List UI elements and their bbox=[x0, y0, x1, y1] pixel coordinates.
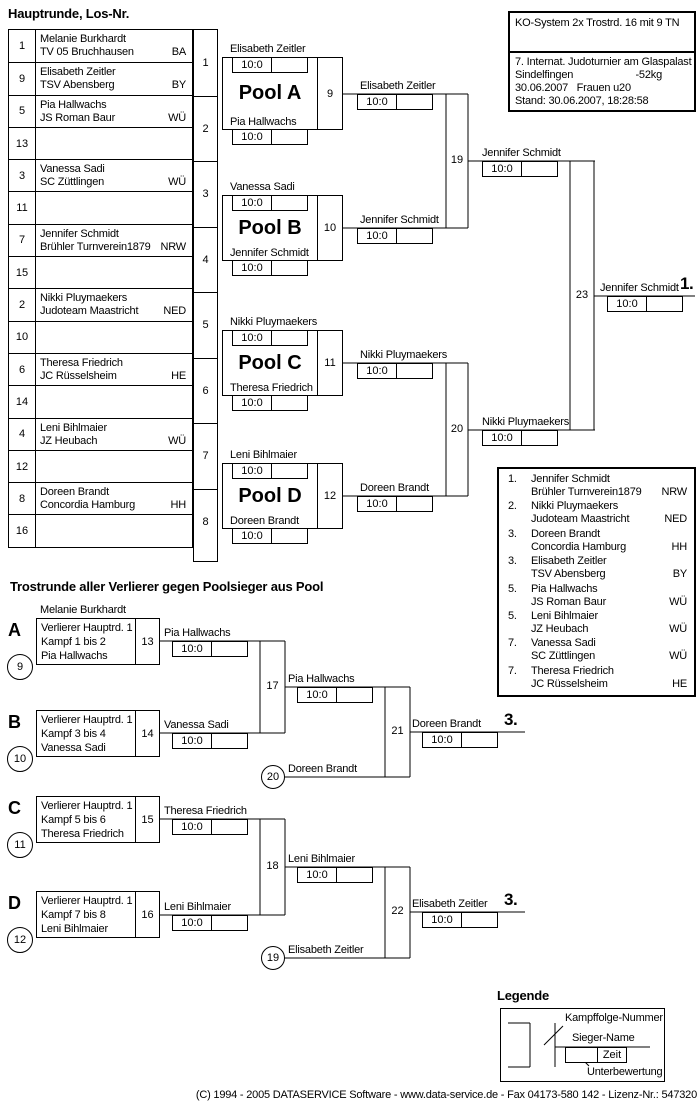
pool-d-top-name: Leni Bihlmaier bbox=[230, 449, 297, 461]
loser-drop-circle-10: 10 bbox=[7, 746, 33, 772]
lot-number: 9 bbox=[9, 63, 36, 94]
pool-c-label: Pool C bbox=[238, 351, 302, 374]
loser-drop-circle-11: 11 bbox=[7, 832, 33, 858]
consolation-title: Trostrunde aller Verlierer gegen Poolsieger aus Pool bbox=[10, 579, 324, 594]
result-place: 2. bbox=[508, 500, 517, 513]
first-place-label: 1. bbox=[680, 274, 694, 293]
result-club: JZ Heubach bbox=[531, 622, 589, 635]
match-number-20: 20 bbox=[450, 423, 464, 435]
table-row bbox=[9, 514, 192, 546]
lot-number: 5 bbox=[9, 96, 36, 127]
table-row bbox=[9, 30, 192, 62]
match-number-15: 15 bbox=[135, 797, 159, 842]
drop-in-name: Doreen Brandt bbox=[288, 763, 357, 775]
competitor-name: Nikki Pluymaekers bbox=[40, 292, 128, 305]
system-line: KO-System 2x Trostrd. 16 mit 9 TN bbox=[510, 13, 694, 53]
loser-drop-circle-9: 9 bbox=[7, 654, 33, 680]
loser-source-line: Verlierer Hauptrd. 1 bbox=[41, 895, 133, 907]
lot-number: 15 bbox=[9, 257, 36, 288]
score-value: 10:0 bbox=[358, 364, 397, 378]
pool-a-bottom-name: Pia Hallwachs bbox=[230, 116, 297, 128]
match-9-winner-name: Elisabeth Zeitler bbox=[360, 80, 436, 92]
lot-number: 4 bbox=[9, 419, 36, 450]
date-category-line: 30.06.2007 Frauen u20 bbox=[515, 82, 631, 94]
competitor-club: JC Rüsselsheim bbox=[40, 369, 117, 382]
score-value: 10:0 bbox=[423, 733, 462, 747]
time-cell bbox=[647, 297, 682, 311]
legend-match-number-label: Kampffolge-Nummer bbox=[565, 1012, 663, 1024]
competitor-club: Brühler Turnverein1879 bbox=[40, 240, 151, 253]
section-a-letter: A bbox=[8, 620, 21, 640]
match-number-9: 9 bbox=[317, 58, 342, 129]
result-club: SC Züttlingen bbox=[531, 650, 596, 663]
score-value: 10:0 bbox=[233, 529, 272, 543]
stand-line: Stand: 30.06.2007, 18:28:58 bbox=[515, 95, 649, 107]
result-region: HH bbox=[671, 540, 687, 553]
score-value: 10:0 bbox=[358, 497, 397, 511]
result-name: Pia Hallwachs bbox=[531, 582, 598, 595]
score-box bbox=[172, 641, 248, 657]
time-cell bbox=[397, 497, 432, 511]
tournament-info-box bbox=[508, 11, 696, 112]
pair-number: 5 bbox=[194, 292, 217, 358]
competitor-name: Theresa Friedrich bbox=[40, 356, 123, 369]
loser-source-line: Verlierer Hauptrd. 1 bbox=[41, 622, 133, 634]
score-box bbox=[297, 687, 373, 703]
score-box bbox=[482, 430, 558, 446]
score-value: 10:0 bbox=[173, 734, 212, 748]
competitor-region: BY bbox=[171, 79, 186, 92]
match-number-18: 18 bbox=[266, 860, 279, 872]
pool-d-bottom-name: Doreen Brandt bbox=[230, 515, 299, 527]
table-row bbox=[9, 224, 192, 256]
result-row bbox=[508, 555, 690, 581]
table-row bbox=[9, 288, 192, 320]
pool-c-top-name: Nikki Pluymaekers bbox=[230, 316, 318, 328]
result-place: 7. bbox=[508, 637, 517, 650]
pair-number: 8 bbox=[194, 489, 217, 555]
match-10-winner-name: Jennifer Schmidt bbox=[360, 214, 439, 226]
section-d-box bbox=[36, 891, 160, 938]
score-box bbox=[607, 296, 683, 312]
match-number-16: 16 bbox=[135, 892, 159, 937]
pair-number: 7 bbox=[194, 423, 217, 489]
result-place: 1. bbox=[508, 473, 517, 485]
match-number-12: 12 bbox=[317, 464, 342, 528]
result-region: NED bbox=[664, 513, 687, 526]
match-number-23: 23 bbox=[575, 289, 589, 301]
competitor-region: NED bbox=[163, 305, 186, 318]
match-number-21: 21 bbox=[391, 725, 404, 737]
legend-time-label: Zeit bbox=[602, 1049, 622, 1061]
location-label: Sindelfingen bbox=[515, 69, 574, 81]
competitor-club: JZ Heubach bbox=[40, 434, 98, 447]
score-value: 10:0 bbox=[233, 331, 272, 345]
result-row bbox=[508, 528, 690, 554]
competitor-name: Pia Hallwachs bbox=[40, 98, 107, 111]
pair-number: 4 bbox=[194, 227, 217, 293]
table-row bbox=[9, 95, 192, 127]
score-box bbox=[357, 94, 433, 110]
table-row bbox=[9, 353, 192, 385]
pair-number: 6 bbox=[194, 358, 217, 424]
pair-number: 3 bbox=[194, 161, 217, 227]
score-value: 10:0 bbox=[298, 868, 337, 882]
pool-a-top-name: Elisabeth Zeitler bbox=[230, 43, 306, 55]
score-box bbox=[232, 129, 308, 145]
match-20-winner-name: Nikki Pluymaekers bbox=[482, 416, 570, 428]
score-box bbox=[172, 819, 248, 835]
result-club: TSV Abensberg bbox=[531, 568, 606, 581]
score-value: 10:0 bbox=[483, 431, 522, 445]
lot-number: 6 bbox=[9, 354, 36, 385]
table-row bbox=[9, 256, 192, 288]
score-value: 10:0 bbox=[298, 688, 337, 702]
competitor-name: Jennifer Schmidt bbox=[40, 227, 119, 240]
time-cell bbox=[272, 529, 307, 543]
score-box bbox=[297, 867, 373, 883]
time-cell bbox=[272, 130, 307, 144]
section-b-letter: B bbox=[8, 712, 21, 732]
competitor-name: Doreen Brandt bbox=[40, 486, 109, 499]
score-value: 10:0 bbox=[173, 642, 212, 656]
table-row bbox=[9, 159, 192, 191]
competitor-club: TV 05 Bruchhausen bbox=[40, 46, 134, 58]
result-region: WÜ bbox=[669, 595, 687, 608]
match-number-17: 17 bbox=[266, 680, 279, 692]
result-place: 3. bbox=[508, 555, 517, 568]
fight-range-line: Kampf 1 bis 2 bbox=[41, 636, 106, 648]
competitor-club: JS Roman Baur bbox=[40, 111, 116, 124]
score-box bbox=[357, 363, 433, 379]
loser-drop-circle-12: 12 bbox=[7, 927, 33, 953]
table-row bbox=[9, 127, 192, 159]
main-round-title: Hauptrunde, Los-Nr. bbox=[8, 6, 130, 21]
table-row bbox=[9, 191, 192, 223]
match-12-winner-name: Doreen Brandt bbox=[360, 482, 429, 494]
match-11-winner-name: Nikki Pluymaekers bbox=[360, 349, 448, 361]
competitor-club: Judoteam Maastricht bbox=[40, 305, 139, 318]
result-row bbox=[508, 500, 690, 526]
match-number-11: 11 bbox=[317, 331, 342, 395]
competitor-region: BA bbox=[171, 46, 186, 58]
section-c-box bbox=[36, 796, 160, 843]
score-value: 10:0 bbox=[233, 196, 272, 210]
copyright-footer: (C) 1994 - 2005 DATASERVICE Software - www.data-service.de - Fax 04173-580 142 - Lizenz-Nr.: 547320 bbox=[195, 1089, 697, 1101]
match-17-winner-name: Pia Hallwachs bbox=[288, 673, 355, 685]
score-box bbox=[357, 228, 433, 244]
match-number-14: 14 bbox=[135, 711, 159, 756]
result-name: Jennifer Schmidt bbox=[531, 473, 610, 485]
score-value: 10:0 bbox=[233, 58, 272, 72]
competitor-name: Melanie Burkhardt bbox=[40, 33, 126, 45]
match-21-winner-name: Doreen Brandt bbox=[412, 718, 481, 730]
pool-d-label: Pool D bbox=[238, 484, 302, 507]
event-line: 7. Internat. Judoturnier am Glaspalast bbox=[515, 56, 692, 68]
score-value: 10:0 bbox=[233, 261, 272, 275]
result-club: JS Roman Baur bbox=[531, 595, 607, 608]
score-box bbox=[232, 260, 308, 276]
legend-subscore-label: Unterbewertung bbox=[587, 1066, 663, 1078]
table-row bbox=[9, 418, 192, 450]
score-box bbox=[422, 912, 498, 928]
result-row bbox=[508, 473, 690, 499]
section-c-letter: C bbox=[8, 798, 21, 818]
legend-winner-label: Sieger-Name bbox=[572, 1032, 635, 1044]
result-place: 5. bbox=[508, 609, 517, 622]
result-region: NRW bbox=[661, 486, 687, 498]
table-row bbox=[9, 321, 192, 353]
time-cell bbox=[272, 396, 307, 410]
score-box bbox=[172, 915, 248, 931]
time-cell bbox=[397, 95, 432, 109]
section-a-pre-name: Melanie Burkhardt bbox=[40, 604, 126, 616]
drop-circle-19: 19 bbox=[261, 946, 285, 970]
pair-number: 1 bbox=[202, 56, 209, 69]
result-name: Leni Bihlmaier bbox=[531, 609, 598, 622]
loser-source-line: Verlierer Hauptrd. 1 bbox=[41, 800, 133, 812]
lot-number: 10 bbox=[9, 322, 36, 353]
fight-range-line: Kampf 5 bis 6 bbox=[41, 814, 106, 826]
legend-subscore-cell bbox=[566, 1048, 598, 1062]
section-d-letter: D bbox=[8, 893, 21, 913]
score-value: 10:0 bbox=[423, 913, 462, 927]
pool-b-label: Pool B bbox=[238, 216, 302, 239]
score-value: 10:0 bbox=[173, 820, 212, 834]
time-cell bbox=[462, 913, 497, 927]
lot-number: 1 bbox=[9, 30, 36, 62]
competitor-name: Elisabeth Zeitler bbox=[40, 66, 116, 79]
score-box bbox=[422, 732, 498, 748]
score-value: 10:0 bbox=[233, 464, 272, 478]
result-name: Theresa Friedrich bbox=[531, 664, 614, 677]
competitor-name: Vanessa Sadi bbox=[40, 163, 105, 176]
competitor-club: SC Züttlingen bbox=[40, 176, 105, 189]
time-cell bbox=[212, 642, 247, 656]
competitor-club: Concordia Hamburg bbox=[40, 499, 136, 512]
competitor-region: WÜ bbox=[168, 434, 186, 447]
lot-number: 2 bbox=[9, 289, 36, 320]
time-cell bbox=[397, 364, 432, 378]
fight-range-line: Kampf 7 bis 8 bbox=[41, 909, 106, 921]
final-winner-name: Jennifer Schmidt bbox=[600, 282, 679, 294]
result-club: Brühler Turnverein1879 bbox=[531, 486, 642, 498]
lot-number: 8 bbox=[9, 483, 36, 514]
match-13-winner-name: Pia Hallwachs bbox=[164, 627, 231, 639]
score-value: 10:0 bbox=[233, 130, 272, 144]
lot-number: 3 bbox=[9, 160, 36, 191]
section-b-box bbox=[36, 710, 160, 757]
result-name: Doreen Brandt bbox=[531, 527, 600, 540]
weight-class-label: -52kg bbox=[635, 69, 662, 81]
result-region: HE bbox=[672, 677, 687, 690]
match-19-winner-name: Jennifer Schmidt bbox=[482, 147, 561, 159]
time-cell bbox=[522, 162, 557, 176]
match-18-winner-name: Leni Bihlmaier bbox=[288, 853, 355, 865]
result-row bbox=[508, 610, 690, 636]
lot-number: 7 bbox=[9, 225, 36, 256]
result-region: WÜ bbox=[669, 622, 687, 635]
table-row bbox=[9, 62, 192, 94]
competitor-region: WÜ bbox=[168, 176, 186, 189]
score-box bbox=[232, 395, 308, 411]
time-cell bbox=[337, 688, 372, 702]
result-club: JC Rüsselsheim bbox=[531, 677, 608, 690]
time-cell bbox=[337, 868, 372, 882]
result-place: 7. bbox=[508, 664, 517, 677]
time-cell bbox=[522, 431, 557, 445]
pair-number-column bbox=[193, 29, 218, 562]
match-number-13: 13 bbox=[135, 619, 159, 664]
pool-winner-line: Vanessa Sadi bbox=[41, 742, 106, 754]
pool-a-label: Pool A bbox=[238, 82, 302, 104]
table-row bbox=[9, 482, 192, 514]
result-club: Concordia Hamburg bbox=[531, 540, 627, 553]
score-box bbox=[482, 161, 558, 177]
score-box bbox=[357, 496, 433, 512]
results-box bbox=[497, 467, 696, 697]
time-cell bbox=[212, 734, 247, 748]
time-cell bbox=[462, 733, 497, 747]
pool-b-top-name: Vanessa Sadi bbox=[230, 181, 295, 193]
pool-winner-line: Leni Bihlmaier bbox=[41, 923, 108, 935]
match-number-22: 22 bbox=[391, 905, 404, 917]
score-value: 10:0 bbox=[173, 916, 212, 930]
draw-table bbox=[8, 29, 193, 548]
competitor-region: HE bbox=[171, 369, 186, 382]
section-a-box bbox=[36, 618, 160, 665]
competitor-region: WÜ bbox=[168, 111, 186, 124]
loser-source-line: Verlierer Hauptrd. 1 bbox=[41, 714, 133, 726]
result-row bbox=[508, 583, 690, 609]
time-cell bbox=[397, 229, 432, 243]
score-value: 10:0 bbox=[358, 229, 397, 243]
competitor-region: NRW bbox=[160, 240, 186, 253]
fight-range-line: Kampf 3 bis 4 bbox=[41, 728, 106, 740]
match-15-winner-name: Theresa Friedrich bbox=[164, 805, 247, 817]
result-club: Judoteam Maastricht bbox=[531, 513, 630, 526]
result-region: WÜ bbox=[669, 650, 687, 663]
lot-number: 11 bbox=[9, 192, 36, 223]
time-cell bbox=[212, 916, 247, 930]
competitor-region: HH bbox=[170, 499, 186, 512]
third-place-label: 3. bbox=[504, 890, 518, 909]
third-place-label: 3. bbox=[504, 710, 518, 729]
time-cell bbox=[272, 261, 307, 275]
match-14-winner-name: Vanessa Sadi bbox=[164, 719, 229, 731]
match-number-10: 10 bbox=[317, 196, 342, 260]
drop-circle-20: 20 bbox=[261, 765, 285, 789]
result-place: 5. bbox=[508, 582, 517, 595]
competitor-name: Leni Bihlmaier bbox=[40, 421, 107, 434]
result-name: Vanessa Sadi bbox=[531, 637, 596, 650]
match-22-winner-name: Elisabeth Zeitler bbox=[412, 898, 488, 910]
score-value: 10:0 bbox=[358, 95, 397, 109]
legend-score-box bbox=[565, 1047, 627, 1063]
score-box bbox=[232, 528, 308, 544]
result-region: BY bbox=[672, 568, 687, 581]
pair-number: 2 bbox=[194, 96, 217, 162]
result-place: 3. bbox=[508, 527, 517, 540]
time-cell bbox=[212, 820, 247, 834]
drop-in-name: Elisabeth Zeitler bbox=[288, 944, 364, 956]
lot-number: 12 bbox=[9, 451, 36, 482]
lot-number: 13 bbox=[9, 128, 36, 159]
match-16-winner-name: Leni Bihlmaier bbox=[164, 901, 231, 913]
result-name: Elisabeth Zeitler bbox=[531, 555, 607, 568]
table-row bbox=[9, 450, 192, 482]
legend-title: Legende bbox=[497, 988, 550, 1003]
match-number-19: 19 bbox=[450, 154, 464, 166]
score-value: 10:0 bbox=[483, 162, 522, 176]
table-row bbox=[9, 385, 192, 417]
score-box bbox=[172, 733, 248, 749]
score-value: 10:0 bbox=[233, 396, 272, 410]
result-name: Nikki Pluymaekers bbox=[531, 500, 619, 513]
lot-number: 14 bbox=[9, 386, 36, 417]
competitor-club: TSV Abensberg bbox=[40, 79, 115, 92]
result-row bbox=[508, 665, 690, 691]
pool-winner-line: Theresa Friedrich bbox=[41, 828, 124, 840]
pool-c-bottom-name: Theresa Friedrich bbox=[230, 382, 313, 394]
pool-b-bottom-name: Jennifer Schmidt bbox=[230, 247, 309, 259]
score-value: 10:0 bbox=[608, 297, 647, 311]
lot-number: 16 bbox=[9, 515, 36, 546]
result-row bbox=[508, 637, 690, 663]
pool-winner-line: Pia Hallwachs bbox=[41, 650, 108, 662]
